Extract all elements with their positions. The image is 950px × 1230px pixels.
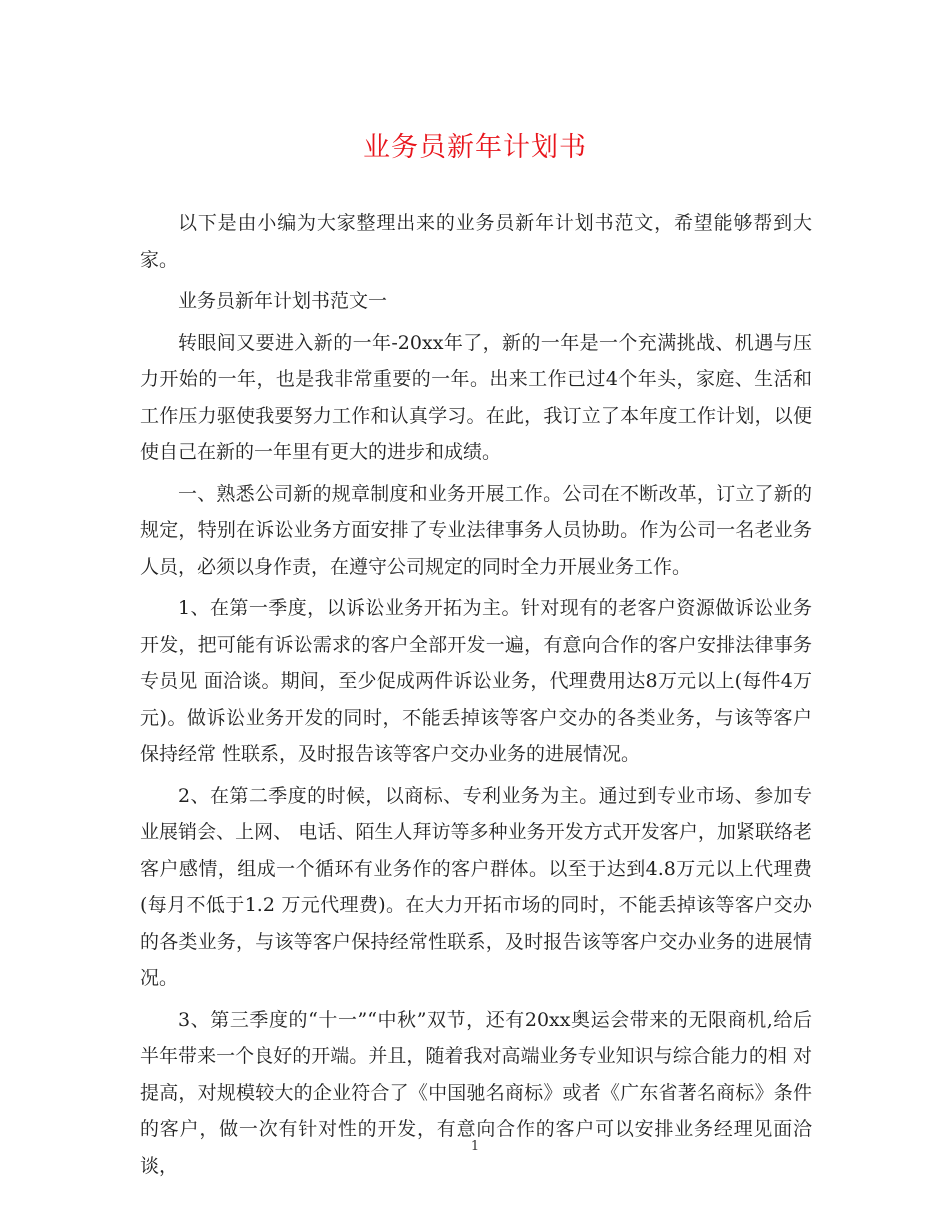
paragraph-section-one: 一、熟悉公司新的规章制度和业务开展工作。公司在不断改革，订立了新的规定，特别在诉讼业务方面安排了专业法律事务人员协助。作为公司一名老业务人员，必须以身作责，在遵守公司规定的同时全力开展业务工作。 bbox=[140, 482, 812, 578]
document-body bbox=[140, 205, 812, 1184]
paragraph-opening: 转眼间又要进入新的一年-20xx年了，新的一年是一个充满挑战、机遇与压力开始的一年，也是我非常重要的一年。出来工作已过4个年头，家庭、生活和工作压力驱使我要努力工作和认真学习。在此，我订立了本年度工作计划，以便使自己在新的一年里有更大的进步和成绩。 bbox=[140, 331, 812, 463]
paragraph-quarter-two: 2、在第二季度的时候，以商标、专利业务为主。通过到专业市场、参加专业展销会、上网、 电话、陌生人拜访等多种业务开发方式开发客户，加紧联络老客户感情，组成一个循环有业务作的客户群体。以至于达到4.8万元以上代理费(每月不低于1.2 万元代理费)。在大力开拓市场的同时，不能丢掉该等客户交办的各类业务，与该等客户保持经常性联系，及时报告该等客户交办业务的进展情况。 bbox=[140, 784, 812, 989]
document-title: 业务员新年计划书 bbox=[363, 132, 587, 163]
page-number: 1 bbox=[470, 1139, 480, 1154]
paragraph-quarter-one: 1、在第一季度，以诉讼业务开拓为主。针对现有的老客户资源做诉讼业务开发，把可能有诉讼需求的客户全部开发一遍，有意向合作的客户安排法律事务专员见 面洽谈。期间，至少促成两件诉讼业务，代理费用达8万元以上(每件4万元)。做诉讼业务开发的同时，不能丢掉该等客户交办的各类业务，与该等客户保持经常 性联系，及时报告该等客户交办业务的进展情况。 bbox=[140, 597, 812, 765]
paragraph-subheading: 业务员新年计划书范文一 bbox=[178, 290, 388, 312]
paragraph-intro: 以下是由小编为大家整理出来的业务员新年计划书范文，希望能够帮到大家。 bbox=[140, 212, 812, 271]
paragraph-quarter-three: 3、第三季度的“十一”“中秋”双节，还有20xx奥运会带来的无限商机,给后半年带来一个良好的开端。并且，随着我对高端业务专业知识与综合能力的相 对提高，对规模较大的企业符合了《中国驰名商标》或者《广东省著名商标》条件的客户，做一次有针对性的开发，有意向合作的客户可以安排业务经理见面洽谈， bbox=[140, 1008, 812, 1177]
